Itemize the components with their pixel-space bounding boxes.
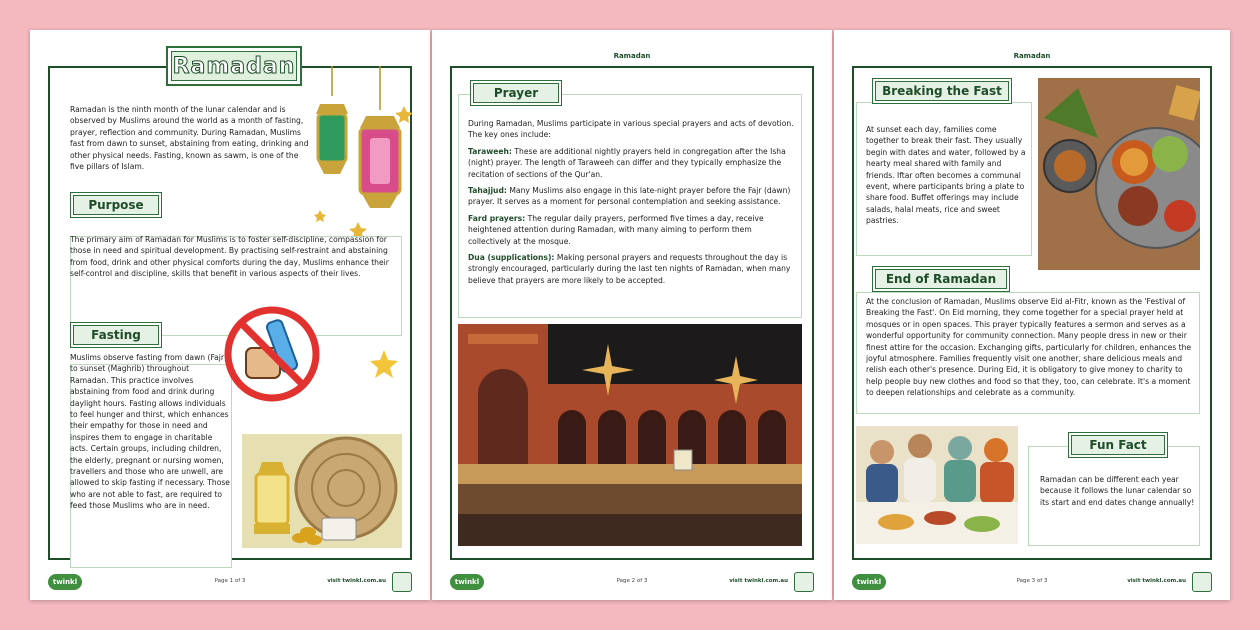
- running-head: Ramadan: [613, 52, 651, 60]
- page-footer: [450, 572, 814, 594]
- prayer-item: Fard prayers: The regular daily prayers, performed five times a day, receive heightened attention during Ramadan, with many aiming to perform them collectively at the mosque.: [468, 213, 764, 246]
- intro-paragraph: Ramadan is the ninth month of the lunar calendar and is observed by Muslims around the world as a month of fasting, prayer, reflection and community. During Ramadan, Muslims fast from dawn to sunset, abstaining from eating, drinking and other physical needs. Fasting, known as sawm, is one of the five pillars of Islam.: [70, 105, 309, 172]
- breaking-fast-heading: Breaking the Fast: [872, 78, 1012, 104]
- worksheet-page-3: [834, 30, 1230, 600]
- prayer-heading: Prayer: [470, 80, 562, 106]
- fun-fact-text: Ramadan can be different each year because it follows the lunar calendar so its start and end dates change annually!: [1040, 475, 1195, 507]
- prayer-content: [468, 118, 794, 291]
- prayer-item: Taraweeh: These are additional nightly prayers held in congregation after the Isha (night) prayer. The length of Taraweeh can differ and they typically emphasize the recitation of sections of the Qur'an.: [468, 146, 786, 179]
- iftar-food-illustration: [1038, 78, 1200, 270]
- twinkl-logo: twinkl: [450, 574, 484, 590]
- purpose-heading: Purpose: [70, 192, 162, 218]
- prayer-intro: During Ramadan, Muslims participate in various special prayers and acts of devotion. The key ones include:: [468, 119, 794, 140]
- fun-fact-heading: Fun Fact: [1068, 432, 1168, 458]
- purpose-text: The primary aim of Ramadan for Muslims is to foster self-discipline, compassion for those in need and spiritual development. By practising self-restraint and abstaining from food, drink and other physical comforts during the day, Muslims enhance their self-control and discipline, skills that benefit in various aspects of their lives.: [70, 235, 389, 279]
- worksheet-page-1: [30, 30, 430, 600]
- end-of-ramadan-text: At the conclusion of Ramadan, Muslims observe Eid al-Fitr, known as the 'Festival of Breaking the Fast'. On Eid morning, they come together for a special prayer held at mosques or in open spaces. This prayer typically features a sermon and serves as a wonderful opportunity for community connection. Many people dress in new or their finest attire for the occasion. Exchanging gifts, particularly for children, enhances the joyful atmosphere. Families frequently visit one another, share delicious meals and relish each other's presence. During Eid, it is obligatory to give money to charity to help people buy new clothes and food so that they, too, can celebrate. It's a moment to deepen relationships and celebrate as a community.: [866, 297, 1192, 398]
- quality-badge-icon: [1192, 572, 1212, 592]
- page-number: Page 1 of 3: [214, 578, 246, 584]
- prayer-item: Tahajjud: Many Muslims also engage in this late-night prayer before the Fajr (dawn) prayer. It serves as a moment for personal contemplation and seeking assistance.: [468, 186, 791, 207]
- twinkl-logo: twinkl: [48, 574, 82, 590]
- quality-badge-icon: [794, 572, 814, 592]
- visit-link[interactable]: visit twinkl.com.au: [729, 578, 788, 584]
- dates-lantern-illustration: [242, 434, 402, 548]
- visit-link[interactable]: visit twinkl.com.au: [327, 578, 386, 584]
- page-number: Page 3 of 3: [1016, 578, 1048, 584]
- page-footer: [852, 572, 1212, 594]
- prayer-item: Dua (supplications): Making personal prayers and requests throughout the day is strongly encouraged, particularly during the last ten nights of Ramadan, when many believe that prayers are more likely to be accepted.: [468, 253, 791, 285]
- no-food-drink-icon: [224, 306, 320, 402]
- quality-badge-icon: [392, 572, 412, 592]
- worksheet-page-2: [432, 30, 832, 600]
- document-title: Ramadan: [171, 51, 297, 81]
- end-of-ramadan-heading: End of Ramadan: [872, 266, 1010, 292]
- fasting-text: Muslims observe fasting from dawn (Fajr) to sunset (Maghrib) throughout Ramadan. This practice involves abstaining from food and drink during daylight hours. Fasting allows individuals to feel hunger and thirst, which enhances their empathy for those in need and inspires them to engage in charitable acts. Certain groups, including children, the elderly, pregnant or nursing women, travellers and those who are unwell, are allowed to skip fasting if necessary. Those who are not able to fast, are required to feed those Muslims who are in need.: [70, 353, 230, 511]
- running-head: Ramadan: [1013, 52, 1051, 60]
- page-footer: [48, 572, 412, 594]
- family-meal-illustration: [856, 426, 1018, 544]
- breaking-fast-text: At sunset each day, families come together to break their fast. They usually begin with dates and water, followed by a hearty meal shared with family and friends. Iftar often becomes a communal event, where participants bring a plate to share food. Buffet offerings may include salads, halal meats, rice and sweet pastries.: [866, 125, 1026, 226]
- lanterns-illustration: [310, 66, 416, 256]
- twinkl-logo: twinkl: [852, 574, 886, 590]
- mosque-prayer-illustration: [458, 324, 802, 546]
- fasting-heading: Fasting: [70, 322, 162, 348]
- visit-link[interactable]: visit twinkl.com.au: [1127, 578, 1186, 584]
- document-title-box: [166, 46, 302, 86]
- page-number: Page 2 of 3: [616, 578, 648, 584]
